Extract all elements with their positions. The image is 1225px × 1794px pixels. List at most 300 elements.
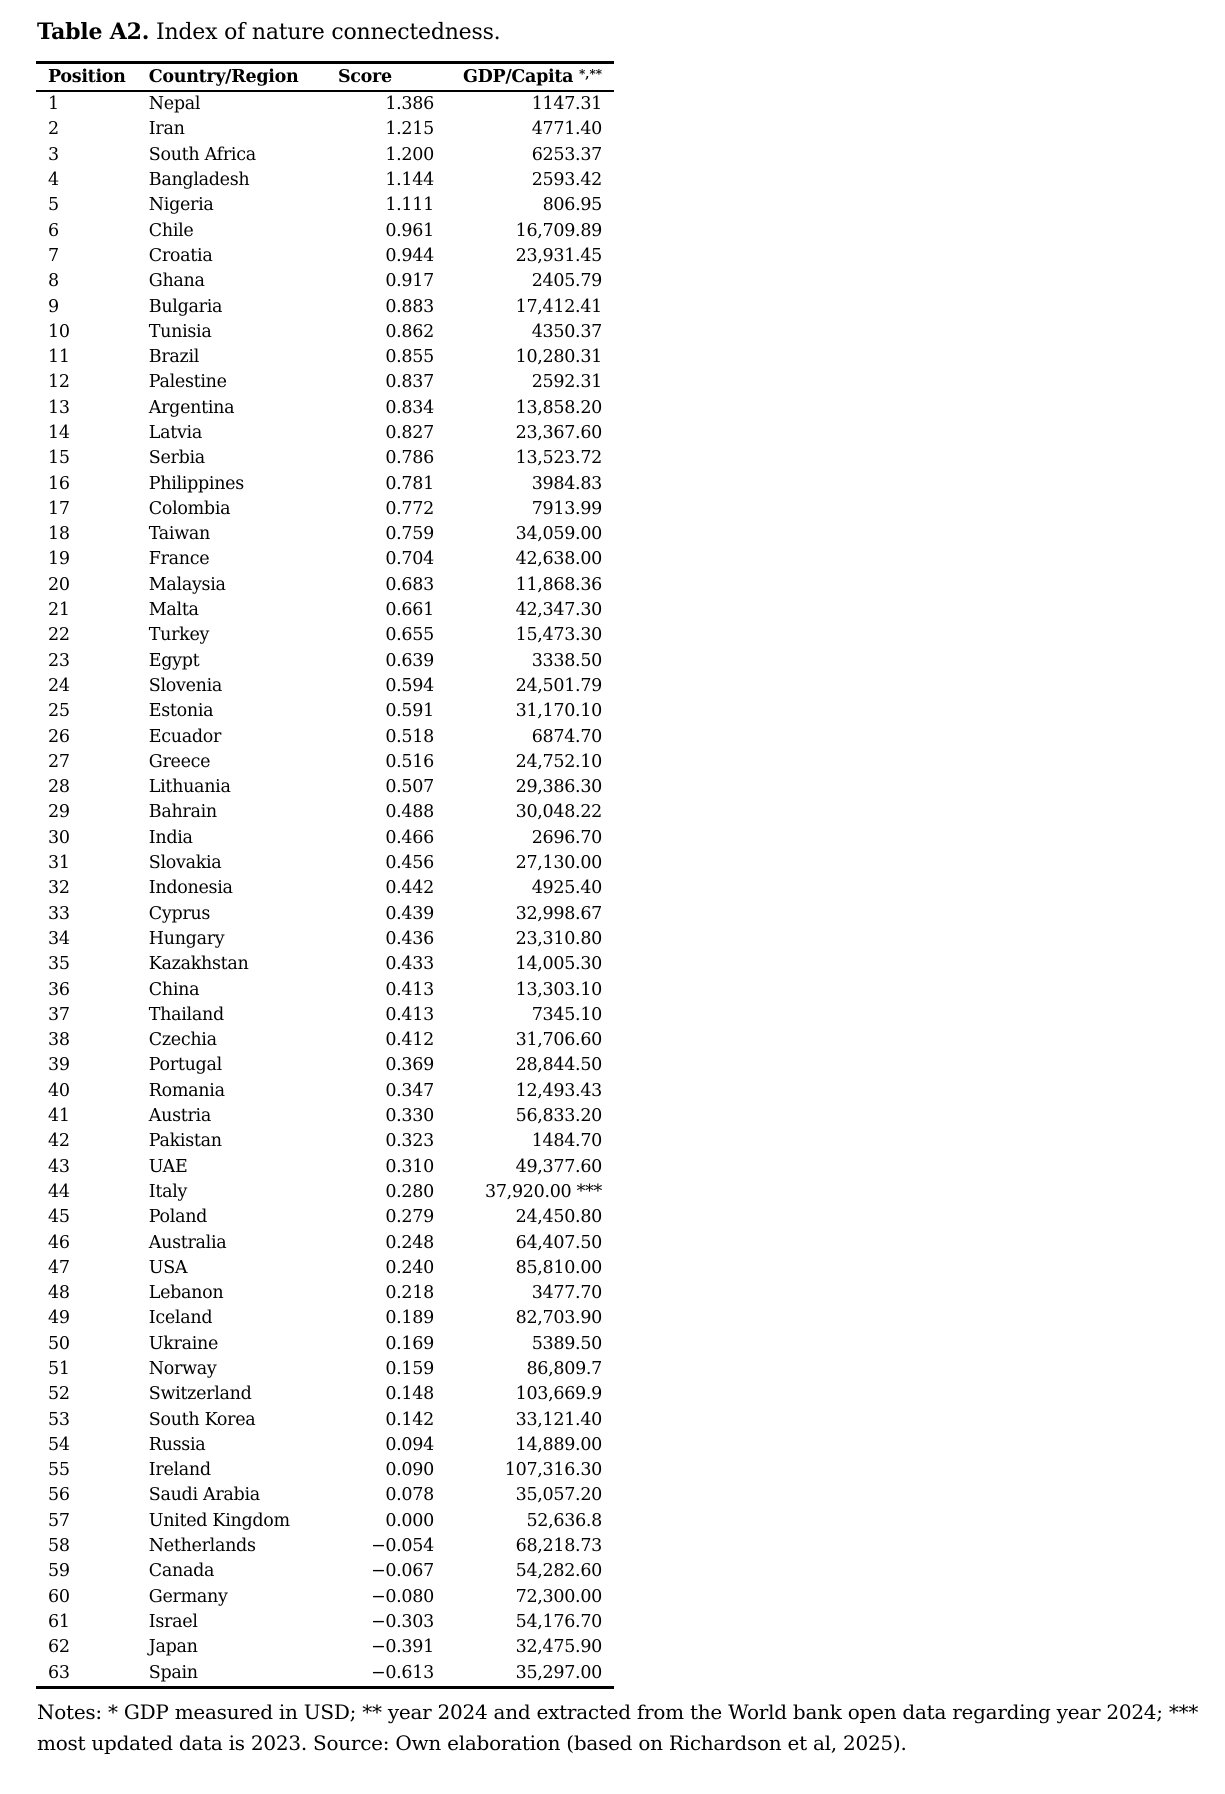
cell-score: −0.303 — [370, 1611, 434, 1632]
cell-gdp: 64,407.50 — [515, 1232, 602, 1253]
cell-gdp: 5389.50 — [531, 1333, 602, 1354]
cell-position: 36 — [48, 979, 70, 1000]
cell-gdp: 4771.40 — [531, 119, 602, 140]
table-row — [36, 1407, 614, 1432]
cell-position: 47 — [48, 1257, 70, 1278]
table-title: Index of nature connectedness. — [155, 20, 501, 45]
table-row — [36, 775, 614, 800]
cell-country: Ukraine — [148, 1333, 219, 1354]
cell-score: −0.054 — [370, 1536, 434, 1557]
cell-gdp: 85,810.00 — [515, 1257, 602, 1278]
cell-country: Egypt — [148, 650, 200, 671]
cell-gdp: 35,057.20 — [515, 1485, 602, 1506]
table-row — [36, 269, 614, 294]
table-row — [36, 320, 614, 345]
cell-score: 0.218 — [385, 1283, 434, 1304]
cell-country: USA — [148, 1257, 188, 1278]
cell-position: 35 — [48, 954, 70, 975]
cell-gdp: 3984.83 — [531, 473, 602, 494]
cell-country: China — [148, 979, 200, 1000]
cell-score: 0.683 — [385, 574, 434, 595]
cell-score: 0.704 — [385, 549, 434, 570]
table-row — [36, 1635, 614, 1660]
cell-score: 0.786 — [385, 448, 434, 469]
cell-position: 1 — [48, 94, 59, 115]
cell-position: 15 — [48, 448, 70, 469]
cell-gdp: 72,300.00 — [515, 1586, 602, 1607]
table-row — [36, 117, 614, 142]
cell-score: 0.142 — [385, 1409, 434, 1430]
cell-score: 0.594 — [385, 675, 434, 696]
cell-country: Indonesia — [148, 878, 233, 899]
cell-country: Thailand — [148, 1004, 224, 1025]
header-gdp-label: GDP/Capita — [462, 67, 574, 87]
cell-score: 0.248 — [385, 1232, 434, 1253]
cell-position: 20 — [48, 574, 70, 595]
cell-position: 50 — [48, 1333, 70, 1354]
cell-gdp: 2593.42 — [531, 170, 602, 191]
cell-gdp: 1147.31 — [531, 94, 602, 115]
cell-country: Philippines — [148, 473, 244, 494]
cell-score: 0.189 — [385, 1308, 434, 1329]
cell-score: 0.433 — [385, 954, 434, 975]
table-row — [36, 1357, 614, 1382]
cell-country: Lithuania — [148, 777, 231, 798]
cell-position: 44 — [48, 1181, 70, 1202]
cell-gdp: 14,889.00 — [515, 1434, 602, 1455]
cell-country: Cyprus — [148, 903, 211, 924]
cell-gdp: 54,282.60 — [515, 1561, 602, 1582]
table-row — [36, 1610, 614, 1635]
cell-gdp: 32,998.67 — [515, 903, 602, 924]
cell-country: India — [148, 827, 193, 848]
cell-score: 1.111 — [385, 195, 434, 216]
cell-country: Australia — [148, 1232, 227, 1253]
cell-score: 0.310 — [385, 1156, 434, 1177]
cell-country: Saudi Arabia — [148, 1485, 260, 1506]
cell-score: 0.488 — [385, 802, 434, 823]
table-row — [36, 1458, 614, 1483]
cell-position: 25 — [48, 701, 70, 722]
cell-country: Netherlands — [148, 1536, 256, 1557]
cell-score: 0.961 — [385, 220, 434, 241]
cell-score: 1.386 — [385, 94, 434, 115]
cell-gdp: 31,706.60 — [515, 1030, 602, 1051]
cell-position: 31 — [48, 853, 70, 874]
cell-position: 12 — [48, 372, 70, 393]
cell-country: Bangladesh — [148, 170, 250, 191]
cell-score: 0.369 — [385, 1055, 434, 1076]
cell-position: 52 — [48, 1384, 70, 1405]
cell-position: 10 — [48, 321, 70, 342]
cell-position: 23 — [48, 650, 70, 671]
cell-country: Chile — [148, 220, 194, 241]
cell-gdp: 13,303.10 — [515, 979, 602, 1000]
cell-gdp: 56,833.20 — [515, 1106, 602, 1127]
cell-score: 0.655 — [385, 625, 434, 646]
table-row — [36, 1230, 614, 1255]
cell-position: 39 — [48, 1055, 70, 1076]
cell-gdp: 11,868.36 — [515, 574, 602, 595]
table-row — [36, 623, 614, 648]
table-row — [36, 547, 614, 572]
cell-score: 0.827 — [385, 423, 434, 443]
cell-gdp: 107,316.30 — [504, 1460, 602, 1481]
cell-gdp: 7345.10 — [531, 1004, 602, 1025]
cell-gdp: 82,703.90 — [515, 1308, 602, 1329]
cell-score: −0.067 — [370, 1561, 434, 1582]
cell-gdp: 103,669.9 — [515, 1384, 602, 1405]
cell-country: Greece — [148, 751, 211, 772]
cell-country: Nepal — [148, 94, 201, 115]
cell-country: Iceland — [148, 1308, 213, 1329]
table-row — [36, 1559, 614, 1584]
table-notes: Notes: * GDP measured in USD; ** year 2024 and extracted from the World bank open data regarding year 2024; *** most updated data is 2023. Source: Own elaboration (based on Richardson et al, 2025). — [37, 1700, 1199, 1755]
cell-country: Romania — [148, 1080, 225, 1101]
cell-gdp: 29,386.30 — [515, 777, 602, 798]
cell-position: 56 — [48, 1485, 70, 1506]
table-row — [36, 1660, 614, 1687]
cell-country: Nigeria — [148, 195, 214, 216]
table-row — [36, 396, 614, 421]
cell-gdp: 16,709.89 — [515, 220, 602, 241]
table-row — [36, 927, 614, 952]
cell-score: 1.215 — [385, 119, 434, 140]
cell-gdp: 14,005.30 — [515, 954, 602, 975]
cell-score: 0.862 — [385, 321, 434, 342]
table-row — [36, 876, 614, 901]
cell-position: 5 — [48, 195, 59, 216]
cell-position: 58 — [48, 1536, 70, 1557]
cell-country: Tunisia — [148, 321, 212, 342]
cell-country: Kazakhstan — [148, 954, 249, 975]
cell-country: Bahrain — [148, 802, 217, 823]
cell-score: 0.280 — [385, 1181, 434, 1202]
table-row — [36, 1433, 614, 1458]
table-row — [36, 218, 614, 243]
table-row — [36, 1154, 614, 1179]
cell-gdp: 806.95 — [542, 195, 602, 216]
cell-country: Malaysia — [148, 574, 226, 595]
cell-country: Iran — [148, 119, 185, 140]
cell-position: 46 — [48, 1232, 70, 1253]
cell-gdp: 13,858.20 — [515, 397, 602, 418]
cell-position: 38 — [48, 1030, 70, 1051]
cell-gdp: 17,412.41 — [515, 296, 602, 317]
table-row — [36, 446, 614, 471]
cell-score: 0.413 — [385, 1004, 434, 1025]
cell-gdp: 13,523.72 — [515, 448, 602, 469]
table-row — [36, 1306, 614, 1331]
cell-position: 24 — [48, 675, 70, 696]
cell-gdp: 34,059.00 — [515, 524, 602, 545]
cell-country: South Korea — [148, 1409, 256, 1430]
cell-position: 17 — [48, 498, 70, 519]
cell-gdp: 30,048.22 — [515, 802, 602, 823]
cell-country: Bulgaria — [148, 296, 223, 317]
cell-position: 30 — [48, 827, 70, 848]
cell-score: 0.412 — [385, 1030, 434, 1051]
table-row — [36, 497, 614, 522]
cell-country: Hungary — [148, 928, 225, 949]
cell-gdp: 27,130.00 — [515, 853, 602, 874]
cell-position: 57 — [48, 1510, 70, 1531]
cell-country: Argentina — [148, 397, 235, 418]
header-score: Score — [317, 63, 434, 92]
cell-position: 26 — [48, 726, 70, 747]
table-row — [36, 649, 614, 674]
cell-country: Slovakia — [148, 853, 222, 874]
cell-country: Germany — [148, 1586, 228, 1607]
table-row — [36, 294, 614, 319]
table-header-row — [36, 63, 614, 92]
cell-gdp: 54,176.70 — [515, 1611, 602, 1632]
table-row — [36, 1104, 614, 1129]
cell-country: Latvia — [148, 423, 202, 443]
cell-gdp: 23,310.80 — [515, 928, 602, 949]
cell-score: 0.413 — [385, 979, 434, 1000]
cell-position: 53 — [48, 1409, 70, 1430]
cell-gdp: 1484.70 — [531, 1131, 602, 1152]
cell-position: 63 — [48, 1662, 70, 1683]
cell-gdp: 6874.70 — [531, 726, 602, 747]
cell-country: Norway — [148, 1358, 217, 1379]
cell-gdp: 6253.37 — [531, 144, 602, 165]
table-caption — [37, 16, 500, 49]
table-row — [36, 1028, 614, 1053]
cell-country: Colombia — [148, 498, 231, 519]
table-row — [36, 370, 614, 395]
cell-country: Italy — [148, 1181, 188, 1202]
cell-position: 43 — [48, 1156, 70, 1177]
cell-score: 0.591 — [385, 701, 434, 722]
table-row — [36, 1053, 614, 1078]
cell-gdp: 12,493.43 — [515, 1080, 602, 1101]
cell-gdp: 28,844.50 — [515, 1055, 602, 1076]
table-row — [36, 1205, 614, 1230]
cell-position: 27 — [48, 751, 70, 772]
cell-country: Russia — [148, 1434, 206, 1455]
header-gdp — [434, 63, 614, 92]
table-row — [36, 724, 614, 749]
cell-score: 0.456 — [385, 853, 434, 874]
cell-score: 0.944 — [385, 245, 434, 266]
table-row — [36, 91, 614, 117]
cell-score: 0.279 — [385, 1207, 434, 1228]
cell-score: −0.391 — [370, 1637, 434, 1658]
cell-score: 0.169 — [385, 1333, 434, 1354]
cell-score: 0.439 — [385, 903, 434, 924]
cell-position: 42 — [48, 1131, 70, 1152]
table-row — [36, 1332, 614, 1357]
table-row — [36, 1382, 614, 1407]
cell-score: 1.200 — [385, 144, 434, 165]
cell-score: 0.917 — [385, 271, 434, 292]
cell-position: 29 — [48, 802, 70, 823]
cell-position: 48 — [48, 1283, 70, 1304]
cell-score: 0.078 — [385, 1485, 434, 1506]
cell-score: 0.855 — [385, 347, 434, 368]
table-row — [36, 143, 614, 168]
table-row — [36, 1509, 614, 1534]
cell-score: 0.518 — [385, 726, 434, 747]
cell-country: Czechia — [148, 1030, 217, 1051]
table-row — [36, 1180, 614, 1205]
cell-country: France — [148, 549, 210, 570]
cell-gdp: 35,297.00 — [515, 1662, 602, 1683]
cell-gdp: 37,920.00 *** — [485, 1181, 602, 1202]
cell-gdp: 42,638.00 — [515, 549, 602, 570]
cell-score: 0.000 — [385, 1510, 434, 1531]
table-row — [36, 699, 614, 724]
cell-score: 0.159 — [385, 1358, 434, 1379]
cell-position: 41 — [48, 1106, 70, 1127]
cell-score: −0.613 — [370, 1662, 434, 1683]
table-row — [36, 1079, 614, 1104]
table-row — [36, 902, 614, 927]
cell-country: Brazil — [148, 347, 200, 368]
cell-country: Turkey — [148, 625, 210, 646]
table-row — [36, 1534, 614, 1559]
nature-connectedness-table — [36, 61, 614, 1689]
table-body — [36, 91, 614, 1687]
cell-gdp: 2592.31 — [531, 372, 602, 393]
cell-country: Serbia — [148, 448, 205, 469]
cell-gdp: 3338.50 — [531, 650, 602, 671]
cell-score: 0.442 — [385, 878, 434, 899]
cell-country: Slovenia — [148, 675, 223, 696]
cell-position: 33 — [48, 903, 70, 924]
header-country: Country/Region — [149, 63, 317, 92]
cell-position: 49 — [48, 1308, 70, 1329]
cell-position: 34 — [48, 928, 70, 949]
cell-score: 0.759 — [385, 524, 434, 545]
cell-gdp: 24,450.80 — [515, 1207, 602, 1228]
cell-score: 0.661 — [385, 600, 434, 621]
cell-position: 62 — [48, 1637, 70, 1658]
cell-gdp: 42,347.30 — [515, 600, 602, 621]
cell-country: Taiwan — [148, 524, 210, 545]
cell-country: Switzerland — [148, 1384, 252, 1405]
cell-position: 28 — [48, 777, 70, 798]
cell-gdp: 24,501.79 — [515, 675, 602, 696]
cell-score: 0.436 — [385, 928, 434, 949]
cell-gdp: 68,218.73 — [515, 1536, 602, 1557]
table-row — [36, 345, 614, 370]
table-row — [36, 1281, 614, 1306]
cell-country: Malta — [148, 600, 199, 621]
table-row — [36, 1585, 614, 1610]
cell-gdp: 23,931.45 — [515, 245, 602, 266]
cell-score: 0.883 — [385, 296, 434, 317]
cell-country: Japan — [148, 1637, 198, 1658]
cell-gdp: 3477.70 — [531, 1283, 602, 1304]
cell-position: 7 — [48, 245, 59, 266]
cell-country: Spain — [148, 1662, 198, 1683]
cell-score: 0.837 — [385, 372, 434, 393]
cell-country: Palestine — [148, 372, 227, 393]
table-label: Table A2. — [37, 19, 150, 45]
cell-gdp: 23,367.60 — [515, 423, 602, 443]
table-row — [36, 244, 614, 269]
table-row — [36, 193, 614, 218]
table-row — [36, 800, 614, 825]
cell-position: 45 — [48, 1207, 70, 1228]
cell-position: 6 — [48, 220, 59, 241]
cell-position: 51 — [48, 1358, 70, 1379]
cell-position: 18 — [48, 524, 70, 545]
cell-country: Croatia — [148, 245, 213, 266]
cell-country: Poland — [148, 1207, 208, 1228]
table-row — [36, 674, 614, 699]
cell-score: 0.772 — [385, 498, 434, 519]
cell-score: 0.347 — [385, 1080, 434, 1101]
cell-position: 8 — [48, 271, 59, 292]
cell-country: UAE — [148, 1156, 188, 1177]
cell-position: 16 — [48, 473, 70, 494]
cell-gdp: 31,170.10 — [515, 701, 602, 722]
cell-gdp: 32,475.90 — [515, 1637, 602, 1658]
cell-country: Estonia — [148, 701, 214, 722]
cell-score: 0.834 — [385, 397, 434, 418]
cell-country: Pakistan — [148, 1131, 222, 1152]
cell-position: 14 — [48, 423, 70, 443]
cell-country: Portugal — [148, 1055, 222, 1076]
table-row — [36, 826, 614, 851]
cell-score: 0.507 — [385, 777, 434, 798]
cell-position: 3 — [48, 144, 59, 165]
cell-score: 0.781 — [385, 473, 434, 494]
cell-score: 0.516 — [385, 751, 434, 772]
table-row — [36, 598, 614, 623]
cell-gdp: 7913.99 — [531, 498, 602, 519]
cell-gdp: 15,473.30 — [515, 625, 602, 646]
cell-gdp: 4925.40 — [531, 878, 602, 899]
cell-position: 19 — [48, 549, 70, 570]
cell-position: 21 — [48, 600, 70, 621]
cell-country: Austria — [148, 1106, 211, 1127]
cell-gdp: 4350.37 — [531, 321, 602, 342]
cell-country: Ireland — [148, 1460, 211, 1481]
table-row — [36, 573, 614, 598]
cell-position: 60 — [48, 1586, 70, 1607]
header-gdp-footnote-marker: *,** — [578, 67, 602, 81]
cell-score: 0.094 — [385, 1434, 434, 1455]
cell-score: −0.080 — [370, 1586, 434, 1607]
header-position: Position — [36, 63, 149, 92]
table-row — [36, 952, 614, 977]
cell-position: 32 — [48, 878, 70, 899]
cell-gdp: 33,121.40 — [515, 1409, 602, 1430]
table-row — [36, 851, 614, 876]
cell-position: 4 — [48, 170, 59, 191]
table-row — [36, 471, 614, 496]
table-row — [36, 421, 614, 446]
table-row — [36, 522, 614, 547]
cell-country: Ecuador — [148, 726, 222, 747]
cell-position: 54 — [48, 1434, 70, 1455]
cell-position: 40 — [48, 1080, 70, 1101]
cell-country: United Kingdom — [148, 1510, 290, 1531]
cell-gdp: 52,636.8 — [526, 1510, 602, 1531]
table-row — [36, 168, 614, 193]
table-row — [36, 977, 614, 1002]
cell-score: 0.323 — [385, 1131, 434, 1152]
cell-position: 55 — [48, 1460, 70, 1481]
cell-position: 13 — [48, 397, 70, 418]
cell-country: Ghana — [148, 271, 205, 292]
cell-score: 0.639 — [385, 650, 434, 671]
